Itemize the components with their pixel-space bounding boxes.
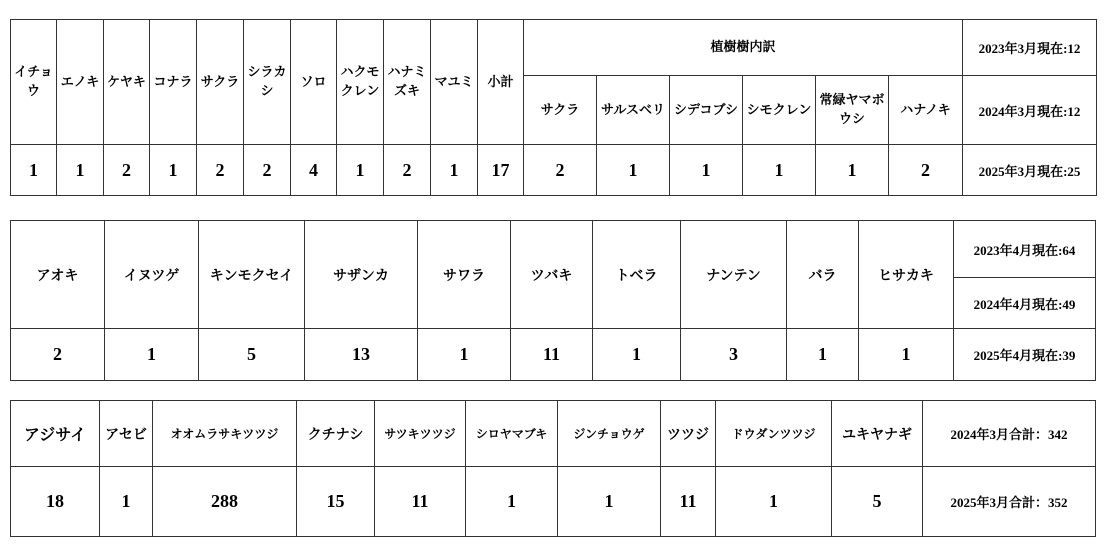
breakdown-count-cell: 2 [889,145,963,196]
count-cell: 11 [511,329,593,381]
species-header: キンモクセイ [199,221,305,329]
species-header: サザンカ [305,221,418,329]
species-header: マユミ [431,20,478,145]
count-cell: 18 [11,467,100,537]
count-cell: 1 [150,145,197,196]
breakdown-title: 植樹樹内訳 [524,20,963,76]
species-header: シラカシ [244,20,291,145]
breakdown-header: サクラ [524,76,597,145]
species-header: エノキ [57,20,104,145]
status-cell: 2025年3月合計：352 [923,467,1096,537]
species-header: イヌツゲ [105,221,199,329]
species-header: イチョウ [11,20,57,145]
species-header: トベラ [593,221,681,329]
count-cell: 4 [291,145,337,196]
count-cell: 1 [593,329,681,381]
species-header: ユキヤナギ [832,401,923,467]
count-cell: 288 [153,467,297,537]
species-header: ソロ [291,20,337,145]
count-cell: 2 [384,145,431,196]
species-header: ケヤキ [104,20,150,145]
species-header: コナラ [150,20,197,145]
subtotal-header: 小計 [478,20,524,145]
count-cell: 2 [104,145,150,196]
count-cell: 1 [100,467,153,537]
breakdown-count-cell: 1 [670,145,743,196]
status-cell: 2023年3月現在:12 [963,20,1097,76]
breakdown-count-cell: 1 [816,145,889,196]
count-cell: 2 [197,145,244,196]
count-cell: 1 [787,329,859,381]
count-cell: 11 [375,467,466,537]
breakdown-count-cell: 1 [743,145,816,196]
species-header: ヒサカキ [859,221,954,329]
species-header: サツキツツジ [375,401,466,467]
count-cell: 1 [418,329,511,381]
species-header: シロヤマブキ [466,401,558,467]
breakdown-count-cell: 1 [597,145,670,196]
count-cell: 2 [11,329,105,381]
shrub-table [10,400,1096,537]
status-cell: 2025年3月現在:25 [963,145,1097,196]
breakdown-count-cell: 2 [524,145,597,196]
species-header: ドウダンツツジ [716,401,832,467]
count-cell: 1 [337,145,384,196]
species-header: ハクモクレン [337,20,384,145]
tree-table-2 [10,220,1096,381]
breakdown-header: シモクレン [743,76,816,145]
species-header: オオムラサキツツジ [153,401,297,467]
count-cell: 1 [466,467,558,537]
species-header: ジンチョウゲ [558,401,661,467]
count-cell: 1 [431,145,478,196]
status-cell: 2023年4月現在:64 [954,221,1096,278]
status-cell: 2024年3月現在:12 [963,76,1097,145]
species-header: アオキ [11,221,105,329]
count-cell: 1 [558,467,661,537]
count-cell: 13 [305,329,418,381]
count-cell: 11 [661,467,716,537]
status-cell: 2024年3月合計：342 [923,401,1096,467]
species-header: アジサイ [11,401,100,467]
species-header: アセビ [100,401,153,467]
count-cell: 2 [244,145,291,196]
count-cell: 1 [57,145,104,196]
species-header: サワラ [418,221,511,329]
status-cell: 2025年4月現在:39 [954,329,1096,381]
breakdown-header: 常緑ヤマボウシ [816,76,889,145]
count-cell: 3 [681,329,787,381]
count-cell: 1 [11,145,57,196]
count-cell: 5 [199,329,305,381]
species-header: ナンテン [681,221,787,329]
species-header: ツツジ [661,401,716,467]
count-cell: 1 [716,467,832,537]
subtotal-cell: 17 [478,145,524,196]
status-cell: 2024年4月現在:49 [954,278,1096,329]
count-cell: 1 [105,329,199,381]
species-header: ツバキ [511,221,593,329]
species-header: バラ [787,221,859,329]
count-cell: 15 [297,467,375,537]
breakdown-header: ハナノキ [889,76,963,145]
count-cell: 5 [832,467,923,537]
count-cell: 1 [859,329,954,381]
breakdown-header: サルスベリ [597,76,670,145]
tree-table-1 [10,19,1097,196]
species-header: クチナシ [297,401,375,467]
species-header: サクラ [197,20,244,145]
species-header: ハナミズキ [384,20,431,145]
breakdown-header: シデコブシ [670,76,743,145]
